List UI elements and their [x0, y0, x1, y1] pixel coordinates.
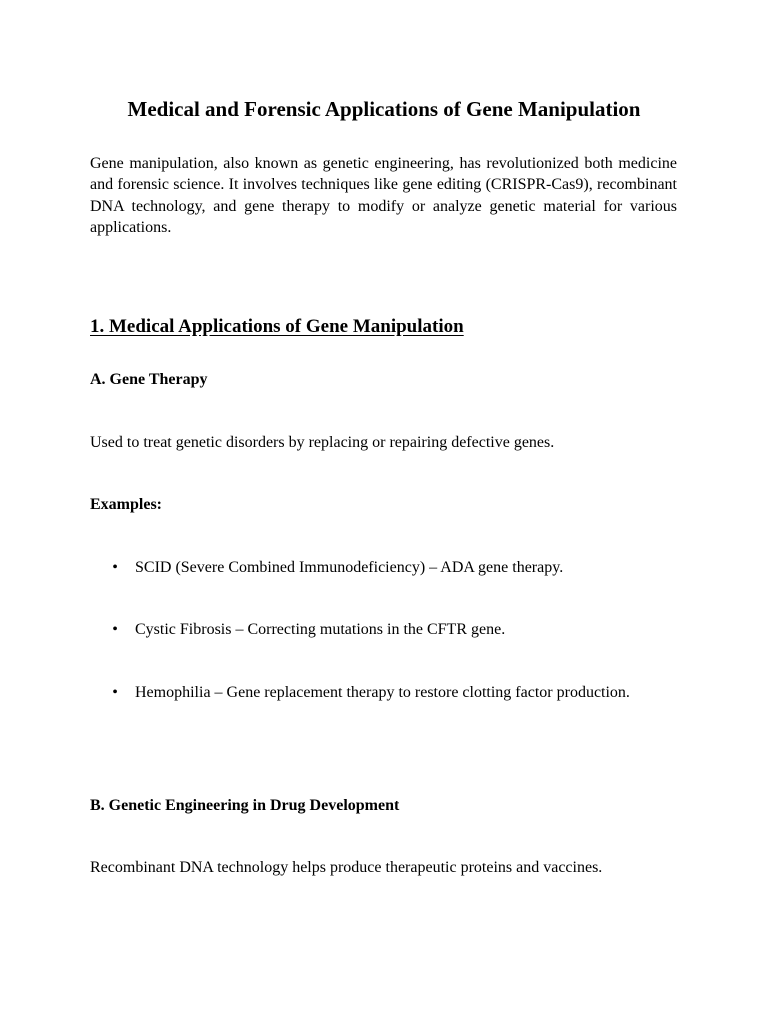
bullet-marker: • — [112, 559, 118, 576]
intro-paragraph: Gene manipulation, also known as genetic engineering, has revolutionized both medicine and forensic science. It involves techniques like gene editing (CRISPR-Cas9), recombinant DNA technology, and gene therapy to modify or analyze genetic material for various applications. — [90, 155, 677, 236]
section-heading-medical: 1. Medical Applications of Gene Manipulation — [90, 316, 464, 337]
subheading-drug-development: B. Genetic Engineering in Drug Development — [90, 797, 400, 814]
subheading-gene-therapy: A. Gene Therapy — [90, 371, 208, 388]
bullet-marker: • — [112, 684, 118, 701]
examples-label: Examples: — [90, 496, 162, 513]
bullet-marker: • — [112, 621, 118, 638]
document-title: Medical and Forensic Applications of Gene Manipulation — [127, 97, 641, 121]
list-item-text: SCID (Severe Combined Immunodeficiency) – ADA gene therapy. — [135, 559, 564, 576]
list-item-text: Hemophilia – Gene replacement therapy to restore clotting factor production. — [135, 684, 630, 701]
list-item-text: Cystic Fibrosis – Correcting mutations in the CFTR gene. — [135, 621, 506, 638]
drug-development-description: Recombinant DNA technology helps produce therapeutic proteins and vaccines. — [90, 859, 603, 876]
gene-therapy-description: Used to treat genetic disorders by replacing or repairing defective genes. — [90, 434, 555, 451]
